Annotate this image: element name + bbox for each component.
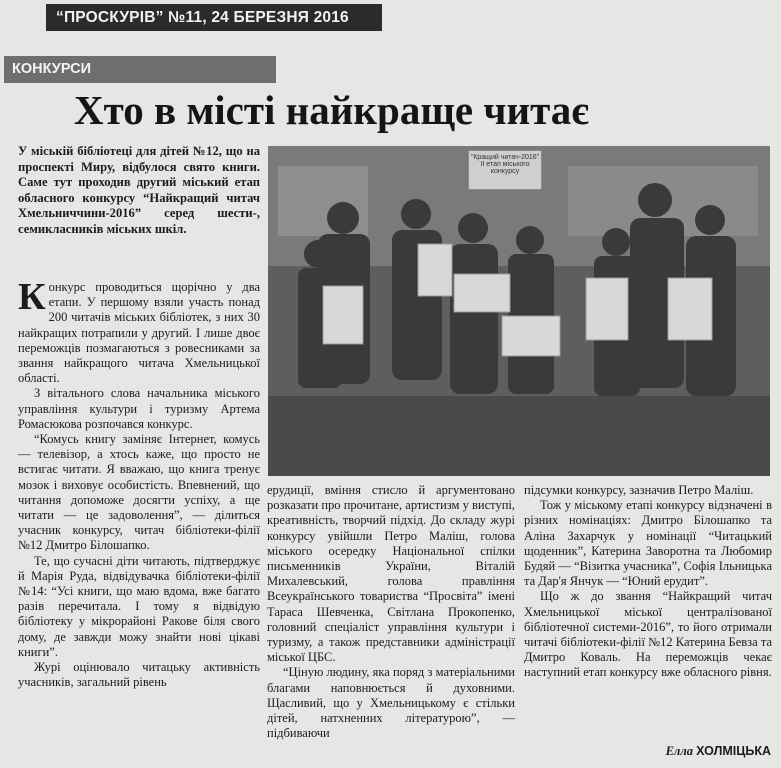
article-photo [268,146,770,476]
paragraph: “Ціную людину, яка поряд з матеріальними благами наповнюється й духовними. Щасливий, що у Хмельницькому є стільки дітей, натхненних літературою”, — підбиваючи [267,665,515,741]
paragraph: Те, що сучасні діти читають, підтверджує й Марія Руда, відвідувачка бібліотеки-філії №14: “Усі книги, що маю вдома, вже багато разів перечитала. І тому я відвідую бібліотеку у мікрорайоні Ракове біля свого дому, де завжди можу знайти нові цікаві книги”. [18,553,260,659]
paragraph-text: онкурс проводиться щорічно у два етапи. У першому взяли участь понад 200 читачів міських бібліотек, з них 30 найкращих потрапили у другий. І лише двоє переможців позмагаються з ровесниками за звання найкращого читача Хмельницької області. [18,280,260,386]
photo-sign: “Кращий читач-2016” II етап міського конкурсу [468,150,542,190]
article-lead: У міській бібліотеці для дітей №12, що на проспекті Миру, відбулося свято книги. Саме тут проходив другий міський етап обласного конкурсу “Найкращий читач Хмельниччини-2016” серед шести-, семикласників міських шкіл. [18,144,260,236]
article-author [666,744,771,759]
paragraph: З вітального слова начальника міського управління культури і туризму Артема Ромасюкова розпочався конкурс. [18,386,260,431]
paragraph: ерудиції, вміння стисло й аргументовано розказати про прочитане, артистизм у виступі, креативність, творчий підхід. До складу журі конкурсу увійшли Петро Маліш, голова міського осередку Національної спілки письменників України, Віталій Михалевський, голова правління Всеукраїнського товариства “Просвіта” імені Тараса Шевченка, Світлана Прокопенко, головний спеціаліст управління культури і туризму, а також представники адміністрації міської ЦБС. [267,483,515,665]
group-photo-illustration [268,146,770,476]
paragraph: Що ж до звання “Найкращий читач Хмельницької міської централізованої бібліотечної системи-2016”, то його отримали читачі бібліотеки-філії №12 Катерина Бевза та Дмитро Коваль. На переможців чекає наступний етап конкурсу вже обласного рівня. [524,589,772,680]
paragraph: підсумки конкурсу, зазначив Петро Маліш. [524,483,754,497]
article-column-2 [267,483,515,741]
paragraph: Журі оцінювало читацьку активність учасників, загальний рівень [18,660,260,690]
paragraph: Тож у міському етапі конкурсу відзначені в різних номінаціях: Дмитро Білошапко та Аліна Захарчук у номінації “Читацький щоденник”, Катерина Заворотна та Любомир Будяй — “Візитка учасника”, Софія Ільницька та Дар'я Янчук — “Юний ерудит”. [524,498,772,589]
article-column-3 [524,483,772,681]
section-rubric: КОНКУРСИ [4,56,276,83]
article-headline: Хто в місті найкраще читає [74,87,589,133]
author-last-name: ХОЛМІЦЬКА [696,744,771,758]
paragraph [18,276,260,386]
paragraph: “Комусь книгу заміняє Інтернет, комусь — телевізор, а хтось каже, що просто не встигає читати. Я вважаю, що книга тренує мозок і виховує особистість. Впевнений, що читання допоможе досягти успіху, а ще читати — це задоволення”, — ділиться учасник конкурсу, читач бібліотеки-філії №12 Дмитро Білошапко. [18,432,260,553]
newspaper-masthead: “ПРОСКУРІВ” №11, 24 БЕРЕЗНЯ 2016 [46,4,382,31]
drop-cap: К [18,276,46,318]
author-first-name: Елла [665,744,694,758]
article-column-1 [18,276,260,690]
